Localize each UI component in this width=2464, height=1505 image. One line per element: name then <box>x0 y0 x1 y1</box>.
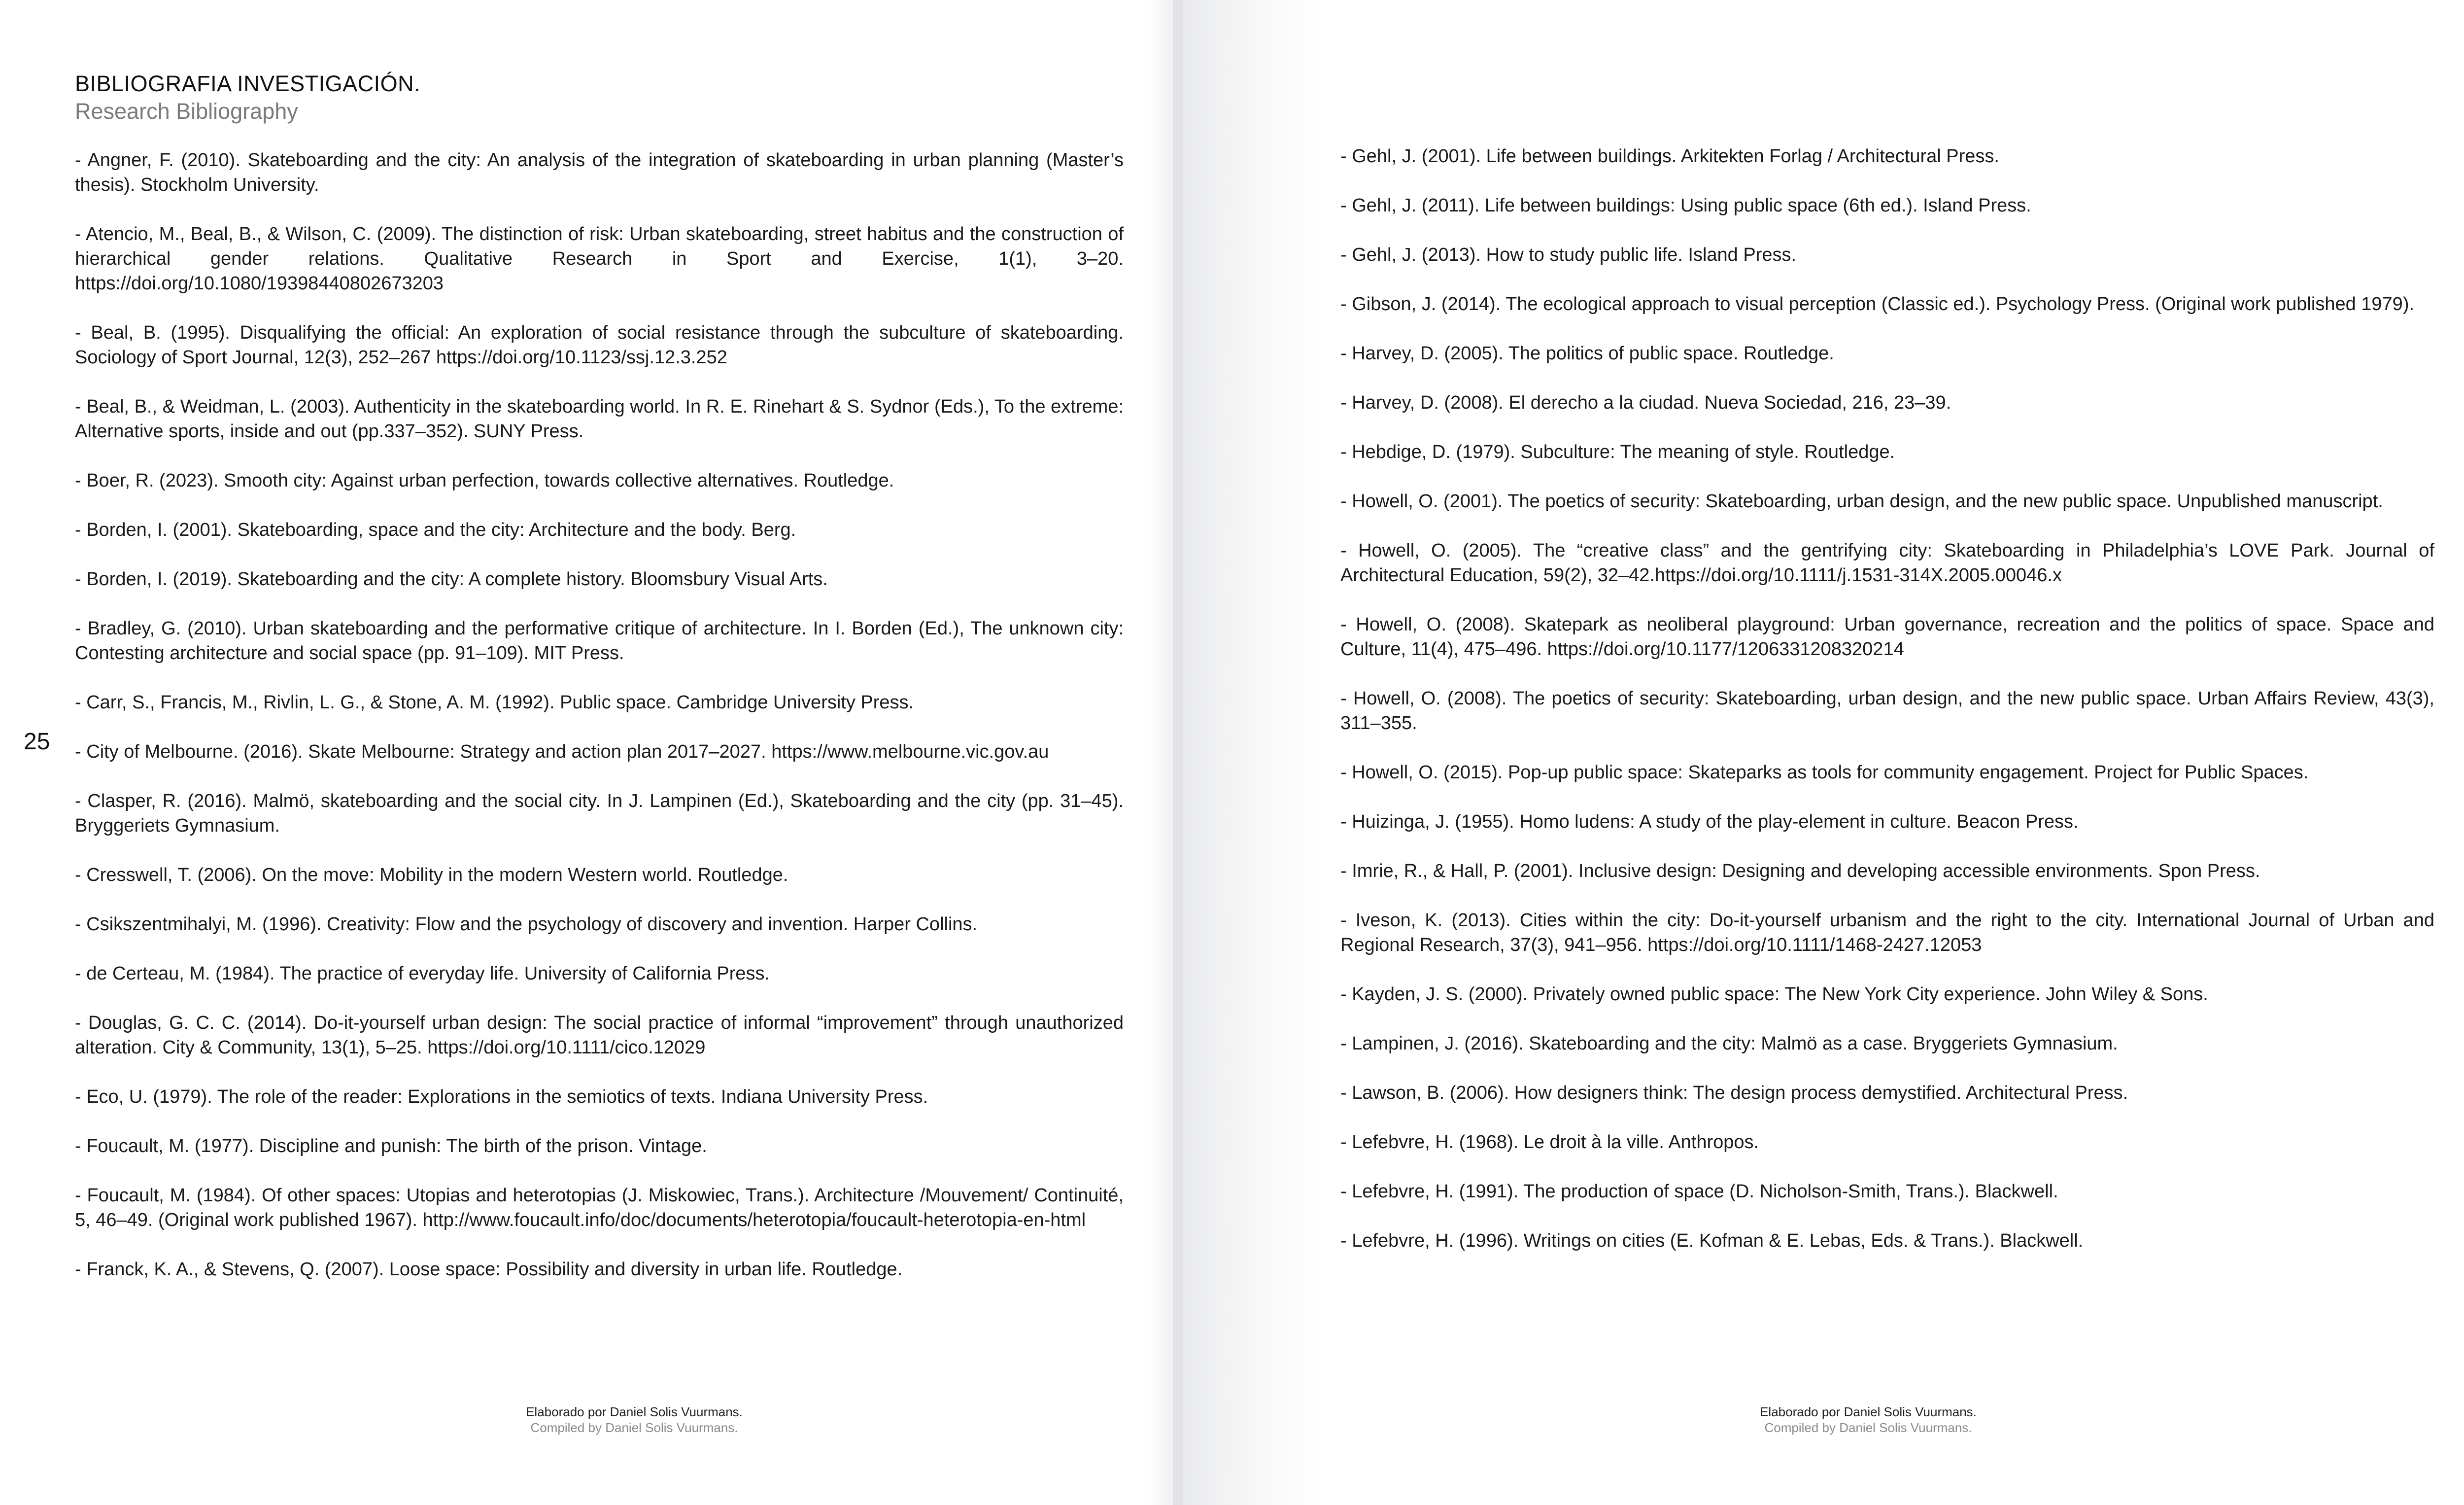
bibliography-entry: - Bradley, G. (2010). Urban skateboarding and the performative critique of architecture. In I. Borden (Ed.), The unknown city: Contesting architecture and social space (pp. 91–109). MIT Press. <box>75 618 1124 664</box>
bibliography-entry: - Beal, B. (1995). Disqualifying the official: An exploration of social resistance through the subculture of skateboarding. Sociology of Sport Journal, 12(3), 252–267 https://doi.org/10.1123/ssj.12.3.252 <box>75 322 1124 368</box>
page-left <box>0 0 1173 1505</box>
bibliography-entry: - Cresswell, T. (2006). On the move: Mobility in the modern Western world. Routledge. <box>75 865 788 885</box>
bibliography-entry: - Howell, O. (2008). Skatepark as neoliberal playground: Urban governance, recreation and the politics of space. Space and Culture, 11(4), 475–496. https://doi.org/10.1177/1206331208320214 <box>1340 614 2434 660</box>
bibliography-entry: - Kayden, J. S. (2000). Privately owned public space: The New York City experience. John Wiley & Sons. <box>1340 984 2208 1005</box>
bibliography-entry: - Lefebvre, H. (1991). The production of space (D. Nicholson-Smith, Trans.). Blackwell. <box>1340 1181 2058 1202</box>
bibliography-entry: - Lawson, B. (2006). How designers think: The design process demystified. Architectural Press. <box>1340 1083 2128 1103</box>
footer-left <box>462 1404 807 1435</box>
bibliography-entry: - Hebdige, D. (1979). Subculture: The meaning of style. Routledge. <box>1340 442 1895 462</box>
bibliography-entry: - Harvey, D. (2005). The politics of public space. Routledge. <box>1340 343 1834 364</box>
bibliography-entry: - Howell, O. (2005). The “creative class” and the gentrifying city: Skateboarding in Philadelphia’s LOVE Park. Journal of Architectural Education, 59(2), 32–42.https://doi.org/10.1111/j.1531-314X.2005.00046.x <box>1340 540 2434 586</box>
bibliography-entry: - Howell, O. (2008). The poetics of security: Skateboarding, urban design, and the new public space. Urban Affairs Review, 43(3), 311–355. <box>1340 688 2434 734</box>
bibliography-entry: - City of Melbourne. (2016). Skate Melbourne: Strategy and action plan 2017–2027. https://www.melbourne.vic.gov.au <box>75 741 1049 762</box>
footer-credit-en: Compiled by Daniel Solis Vuurmans. <box>1764 1420 1972 1435</box>
page-number-left: 25 <box>24 729 50 755</box>
bibliography-column-right <box>1340 144 2434 1278</box>
bibliography-entry: - Howell, O. (2001). The poetics of security: Skateboarding, urban design, and the new public space. Unpublished manuscript. <box>1340 491 2383 512</box>
bibliography-entry: - Lampinen, J. (2016). Skateboarding and the city: Malmö as a case. Bryggeriets Gymnasium. <box>1340 1033 2118 1054</box>
footer-credit-es: Elaborado por Daniel Solis Vuurmans. <box>526 1404 743 1419</box>
page-subtitle: Research Bibliography <box>75 99 298 124</box>
gutter-shadow <box>1148 0 1183 1505</box>
bibliography-entry: - Gehl, J. (2011). Life between buildings: Using public space (6th ed.). Island Press. <box>1340 195 2031 216</box>
bibliography-entry: - Gehl, J. (2013). How to study public life. Island Press. <box>1340 245 1797 265</box>
bibliography-entry: - Gehl, J. (2001). Life between buildings. Arkitekten Forlag / Architectural Press. <box>1340 146 1999 167</box>
bibliography-entry: - Clasper, R. (2016). Malmö, skateboarding and the social city. In J. Lampinen (Ed.), Skateboarding and the city (pp. 31–45). Bryggeriets Gymnasium. <box>75 791 1124 836</box>
page-title: BIBLIOGRAFIA INVESTIGACIÓN. <box>75 71 421 96</box>
bibliography-entry: - Angner, F. (2010). Skateboarding and the city: An analysis of the integration of skateboarding in urban planning (Master’s thesis). Stockholm University. <box>75 150 1124 195</box>
bibliography-entry: - Beal, B., & Weidman, L. (2003). Authenticity in the skateboarding world. In R. E. Rinehart & S. Sydnor (Eds.), To the extreme: Alternative sports, inside and out (pp.337–352). SUNY Press. <box>75 396 1124 442</box>
bibliography-entry: - Borden, I. (2019). Skateboarding and the city: A complete history. Bloomsbury Visual Arts. <box>75 569 828 590</box>
bibliography-entry: - Boer, R. (2023). Smooth city: Against urban perfection, towards collective alternatives. Routledge. <box>75 470 894 491</box>
footer-right <box>1696 1404 2041 1435</box>
bibliography-entry: - Borden, I. (2001). Skateboarding, space and the city: Architecture and the body. Berg. <box>75 520 796 540</box>
bibliography-entry: - Imrie, R., & Hall, P. (2001). Inclusive design: Designing and developing accessible environments. Spon Press. <box>1340 861 2260 881</box>
bibliography-entry: - Franck, K. A., & Stevens, Q. (2007). Loose space: Possibility and diversity in urban life. Routledge. <box>75 1259 903 1280</box>
footer-credit-en: Compiled by Daniel Solis Vuurmans. <box>530 1420 738 1435</box>
bibliography-entry: - Harvey, D. (2008). El derecho a la ciudad. Nueva Sociedad, 216, 23–39. <box>1340 392 1951 413</box>
bibliography-entry: - Gibson, J. (2014). The ecological approach to visual perception (Classic ed.). Psychology Press. (Original work published 1979). <box>1340 294 2415 315</box>
bibliography-entry: - Foucault, M. (1977). Discipline and punish: The birth of the prison. Vintage. <box>75 1136 707 1156</box>
bibliography-entry: - Eco, U. (1979). The role of the reader: Explorations in the semiotics of texts. Indiana University Press. <box>75 1086 928 1107</box>
bibliography-entry: - Douglas, G. C. C. (2014). Do-it-yourself urban design: The social practice of informal “improvement” through unauthorized alteration. City & Community, 13(1), 5–25. https://doi.org/10.1111/cico.12029 <box>75 1013 1124 1058</box>
bibliography-entry: - de Certeau, M. (1984). The practice of everyday life. University of California Press. <box>75 963 770 984</box>
bibliography-entry: - Huizinga, J. (1955). Homo ludens: A study of the play-element in culture. Beacon Press. <box>1340 811 2079 832</box>
bibliography-entry: - Carr, S., Francis, M., Rivlin, L. G., & Stone, A. M. (1992). Public space. Cambridge University Press. <box>75 692 914 713</box>
section-heading <box>75 70 420 125</box>
bibliography-entry: - Csikszentmihalyi, M. (1996). Creativity: Flow and the psychology of discovery and invention. Harper Collins. <box>75 914 978 935</box>
footer-credit-es: Elaborado por Daniel Solis Vuurmans. <box>1760 1404 1977 1419</box>
bibliography-entry: - Lefebvre, H. (1996). Writings on cities (E. Kofman & E. Lebas, Eds. & Trans.). Blackwell. <box>1340 1230 2084 1251</box>
bibliography-entry: - Iveson, K. (2013). Cities within the city: Do-it-yourself urbanism and the right to the city. International Journal of Urban and Regional Research, 37(3), 941–956. https://doi.org/10.1111/1468-2427.12053 <box>1340 910 2434 955</box>
bibliography-entry: - Howell, O. (2015). Pop-up public space: Skateparks as tools for community engagement. Project for Public Spaces. <box>1340 762 2309 783</box>
bibliography-entry: - Lefebvre, H. (1968). Le droit à la ville. Anthropos. <box>1340 1132 1759 1153</box>
bibliography-column-left <box>75 148 1124 1306</box>
bibliography-entry: - Foucault, M. (1984). Of other spaces: Utopias and heterotopias (J. Miskowiec, Trans.). Architecture /Mouvement/ Continuité, 5, 46–49. (Original work published 1967). http://www.foucault.info/doc/documents/heterotopia/foucault-heterotopia-en-html <box>75 1185 1124 1230</box>
bibliography-entry: - Atencio, M., Beal, B., & Wilson, C. (2009). The distinction of risk: Urban skateboarding, street habitus and the construction of hierarchical gender relations. Qualitative Research in Sport and Exercise, 1(1), 3–20. https://doi.org/10.1080/19398440802673203 <box>75 224 1124 294</box>
